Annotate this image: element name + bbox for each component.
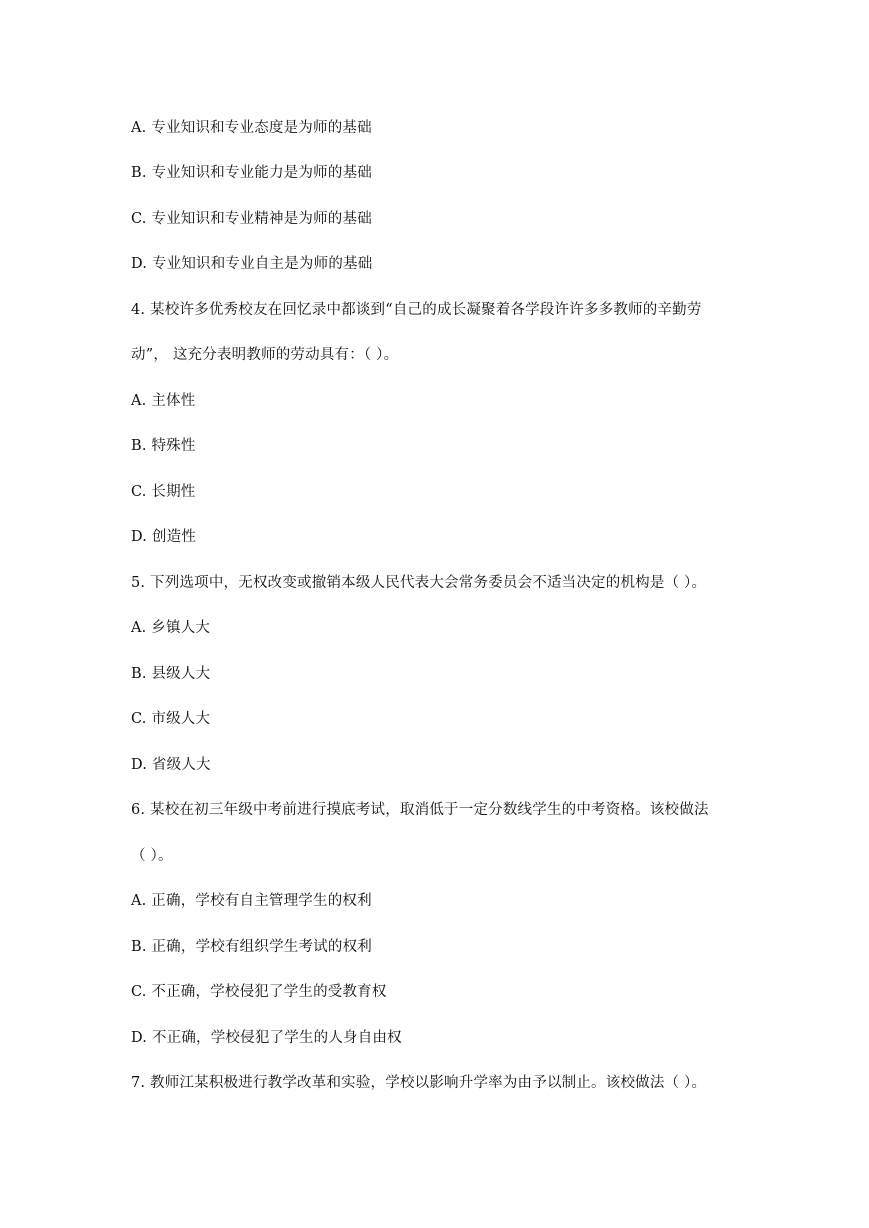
option-c-q4: C. 长期性 bbox=[131, 484, 196, 500]
question-5: 5. 下列选项中，无权改变或撤销本级人民代表大会常务委员会不适当决定的机构是（ ）。 bbox=[131, 575, 707, 591]
option-d-q6: D. 不正确，学校侵犯了学生的人身自由权 bbox=[131, 1030, 402, 1046]
option-a-q6: A. 正确，学校有自主管理学生的权利 bbox=[131, 893, 372, 909]
question-7: 7. 教师江某积极进行教学改革和实验，学校以影响升学率为由予以制止。该校做法（ ）。 bbox=[131, 1075, 707, 1091]
option-b-q3: B. 专业知识和专业能力是为师的基础 bbox=[131, 165, 372, 181]
option-a-q4: A. 主体性 bbox=[131, 393, 196, 409]
question-4-line-1: 4. 某校许多优秀校友在回忆录中都谈到“自己的成长凝聚着各学段许许多多教师的辛勤劳 bbox=[131, 302, 702, 318]
option-a-q5: A. 乡镇人大 bbox=[131, 620, 211, 636]
option-b-q4: B. 特殊性 bbox=[131, 438, 196, 454]
question-6-line-1: 6. 某校在初三年级中考前进行摸底考试，取消低于一定分数线学生的中考资格。该校做法 bbox=[131, 802, 709, 818]
option-c-q3: C. 专业知识和专业精神是为师的基础 bbox=[131, 211, 372, 227]
option-c-q5: C. 市级人大 bbox=[131, 711, 211, 727]
question-4-line-2: 动”， 这充分表明教师的劳动具有：（ ）。 bbox=[131, 347, 399, 363]
question-6-line-2: （ ）。 bbox=[131, 848, 173, 864]
option-d-q4: D. 创造性 bbox=[131, 529, 197, 545]
option-b-q5: B. 县级人大 bbox=[131, 666, 211, 682]
option-a-q3: A. 专业知识和专业态度是为师的基础 bbox=[131, 120, 372, 136]
option-d-q3: D. 专业知识和专业自主是为师的基础 bbox=[131, 256, 373, 272]
option-b-q6: B. 正确，学校有组织学生考试的权利 bbox=[131, 939, 372, 955]
option-c-q6: C. 不正确，学校侵犯了学生的受教育权 bbox=[131, 984, 387, 1000]
option-d-q5: D. 省级人大 bbox=[131, 757, 211, 773]
